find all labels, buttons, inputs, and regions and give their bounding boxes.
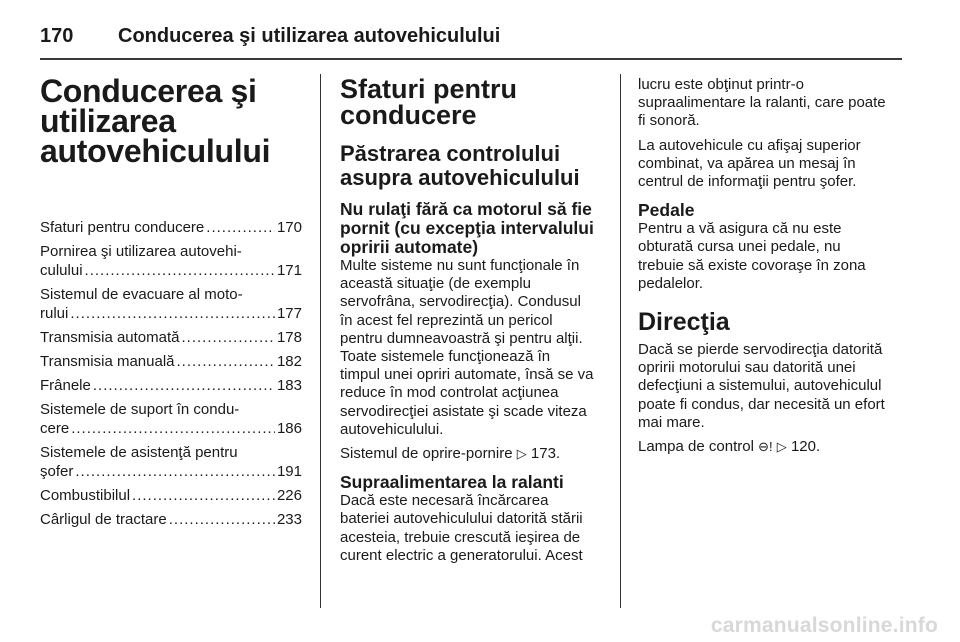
toc-entry-label: şofer (40, 463, 74, 480)
toc-page-number[interactable]: 186 (276, 420, 302, 437)
paragraph-idle-boost-cont: lucru este obţinut printr-o supraalimentare la ralanti, care poate fi sonoră. (638, 76, 886, 130)
content-column-2 (340, 76, 604, 571)
heading-idle-boost: Supraalimentarea la ralanti (340, 472, 564, 493)
heading-pedals: Pedale (638, 200, 695, 221)
toc-leader-dots (85, 261, 275, 280)
toc-column (40, 73, 302, 534)
steering-warning-lamp-icon: ⊖! (758, 439, 773, 455)
toc-page-number[interactable]: 178 (276, 329, 302, 346)
page-header (40, 18, 902, 54)
section-heading-steering: Direcţia (638, 308, 730, 337)
toc-entry-label: Sfaturi pentru conducere (40, 219, 205, 236)
toc-leader-dots (75, 462, 275, 481)
toc-entry-label: Combustibilul (40, 487, 131, 504)
column-divider-2 (620, 74, 621, 608)
toc-entry-label: Transmisia automată (40, 329, 180, 346)
column-divider-1 (320, 74, 321, 608)
toc-entry[interactable] (40, 510, 302, 529)
paragraph-stop-start-ref: Sistemul de oprire-pornire ▷ 173. (340, 445, 561, 463)
toc-entry[interactable] (40, 218, 302, 237)
toc-entry-label: Sistemele de suport în condu- (40, 401, 240, 418)
page-number: 170 (40, 24, 74, 47)
paragraph-pedals: Pentru a vă asigura că nu este obturată cursa unei pedale, nu trebuie să existe covoraşe în zona pedalelor. (638, 220, 866, 292)
paragraph-display-message: La autovehicule cu afişaj superior combinat, va apărea un mesaj în centrul de informaţii pentru şofer. (638, 136, 861, 191)
toc-leader-dots (182, 328, 275, 347)
toc-leader-dots (169, 510, 275, 529)
chapter-title: Conducerea şi utilizarea autovehiculului (40, 73, 271, 169)
section-heading-driving-tips: Sfaturi pentru conducere (340, 74, 518, 130)
toc-entry[interactable] (40, 376, 302, 395)
toc-entry[interactable] (40, 328, 302, 347)
toc-entry[interactable] (40, 352, 302, 371)
header-rule (40, 58, 902, 60)
toc-entry-label: Sistemele de asistenţă pentru (40, 444, 238, 461)
toc-page-number[interactable]: 170 (276, 219, 302, 236)
heading-engine-off: Nu rulaţi fără ca motorul să fie pornit (cu excepţia intervalului opririi automate) (340, 199, 594, 257)
toc-page-number[interactable]: 182 (276, 353, 302, 370)
toc-entry-label: Pornirea şi utilizarea autovehi- (40, 243, 242, 260)
toc-entry-label: cere (40, 420, 70, 437)
toc-leader-dots (177, 352, 275, 371)
toc-entry-label: rului (40, 305, 69, 322)
toc-entry-label: Sistemul de evacuare al moto- (40, 286, 243, 303)
toc-entry[interactable] (40, 486, 302, 505)
watermark: carmanualsonline.info (710, 614, 938, 637)
page-link[interactable]: 120. (790, 438, 821, 456)
paragraph-control-lamp: Lampa de control ⊖! ▷ 120. (638, 438, 821, 456)
page-reference-icon: ▷ (516, 446, 527, 462)
toc-page-number[interactable]: 171 (276, 262, 302, 279)
table-of-contents (40, 218, 302, 529)
toc-page-number[interactable]: 233 (276, 511, 302, 528)
toc-entry-label: culului (40, 262, 83, 279)
page-reference-icon: ▷ (776, 439, 787, 455)
paragraph-engine-off: Multe sisteme nu sunt funcţionale în această situaţie (de exemplu servofrâna, servodirecţia). Condusul în acest fel reprezintă un pericol pentru dumneavoastră şi pentru alţii. Toate sistemele funcţionează în timpul unei opriri automate, însă se va reduce în mod controlat acţiunea servodirecţiei asistate şi scade viteza autovehiculului. (340, 257, 594, 438)
toc-entry-label: Frânele (40, 377, 91, 394)
toc-leader-dots (132, 486, 275, 505)
toc-page-number[interactable]: 183 (276, 377, 302, 394)
content-column-3 (638, 76, 902, 462)
toc-entry-label: Transmisia manuală (40, 353, 175, 370)
page-link[interactable]: 173. (530, 445, 561, 463)
toc-leader-dots (206, 218, 275, 237)
toc-page-number[interactable]: 226 (276, 487, 302, 504)
toc-page-number[interactable]: 191 (276, 463, 302, 480)
toc-entry[interactable] (40, 400, 302, 438)
toc-leader-dots (70, 304, 275, 323)
toc-page-number[interactable]: 177 (276, 305, 302, 322)
subsection-heading-vehicle-control: Păstrarea controlului asupra autovehiculului (340, 141, 580, 190)
toc-entry-label: Cârligul de tractare (40, 511, 167, 528)
running-title: Conducerea şi utilizarea autovehiculului (118, 24, 501, 47)
paragraph-steering: Dacă se pierde servodirecţia datorită opririi motorului sau datorită unei defecţiuni a sistemului, autovehiculul poate fi condus, dar necesită un efort mai mare. (638, 341, 885, 431)
toc-leader-dots (93, 376, 275, 395)
toc-entry[interactable] (40, 285, 302, 323)
toc-leader-dots (71, 419, 275, 438)
toc-entry[interactable] (40, 443, 302, 481)
toc-entry[interactable] (40, 242, 302, 280)
paragraph-idle-boost: Dacă este necesară încărcarea bateriei autovehiculului datorită stării acesteia, trebuie crescută ieşirea de curent electric a generatorului. Acest (340, 492, 583, 564)
